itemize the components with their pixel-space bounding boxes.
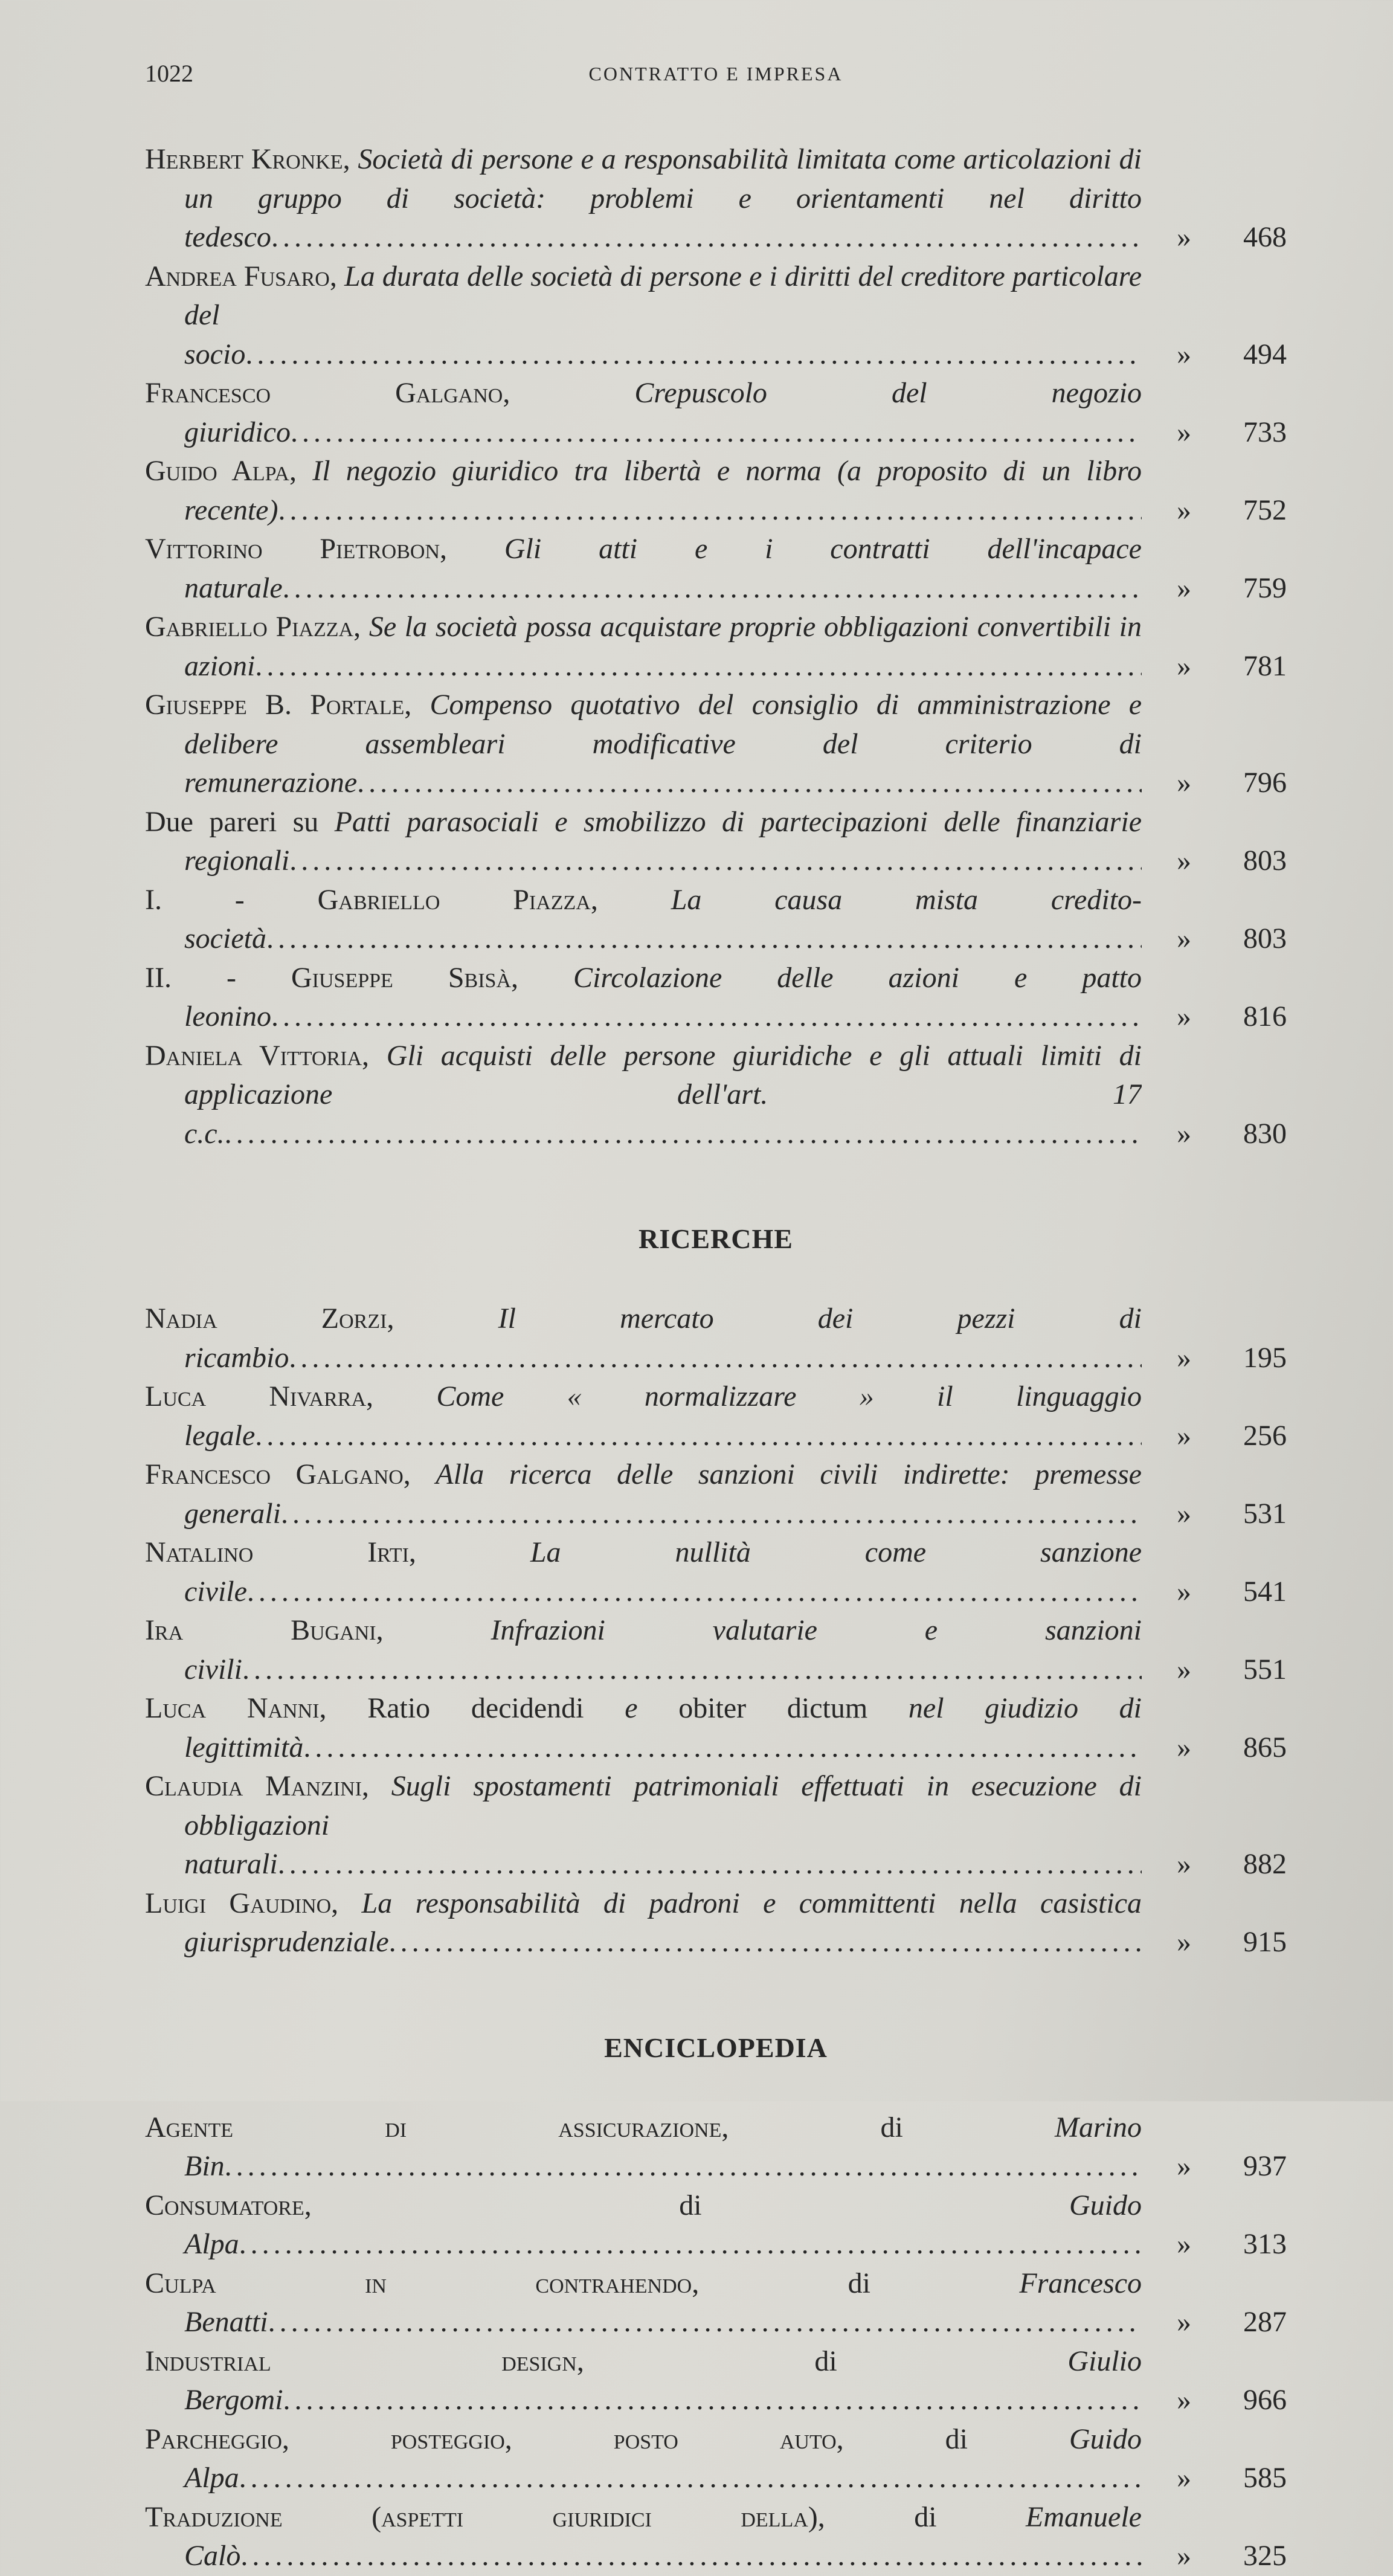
entry-author: Giuseppe B. Portale,: [145, 689, 430, 721]
entry-page-number: 195: [1243, 1341, 1287, 1374]
entry-page-number: 759: [1243, 572, 1287, 604]
toc-entry: [145, 2498, 1287, 2576]
toc-entry: [145, 140, 1287, 257]
entry-title: nel giudizio di legittimità: [184, 1692, 1142, 1763]
entry-text-roman: , di: [304, 2189, 1069, 2221]
toc-list: [145, 2108, 1287, 2576]
ditto-mark: »: [1177, 2150, 1191, 2182]
entry-author: Guido Alpa,: [145, 455, 313, 487]
page-number: 1022: [145, 60, 193, 87]
ditto-mark: »: [1177, 494, 1191, 526]
entry-author: Luca Nivarra,: [145, 1380, 437, 1412]
entry-title: Guido Alpa: [184, 2423, 1142, 2494]
entry-author: Agente di assicurazione: [145, 2111, 722, 2143]
entry-page-number: 287: [1243, 2306, 1287, 2338]
entry-author: Nadia Zorzi,: [145, 1302, 498, 1335]
table-of-contents: [145, 140, 1287, 2576]
entry-title: Circolazione delle azioni e patto leonino: [184, 961, 1142, 1032]
ditto-mark: »: [1177, 1117, 1191, 1150]
toc-entry: [145, 1455, 1287, 1533]
entry-title: Compenso quotativo del consiglio di amministrazione e delibere assembleari modificative del criterio di remunerazione: [184, 689, 1142, 799]
entry-page-number: 882: [1243, 1848, 1287, 1880]
ditto-mark: »: [1177, 338, 1191, 370]
toc-entry: [145, 881, 1287, 959]
ditto-mark: »: [1177, 649, 1191, 682]
entry-title: Crepuscolo del negozio giuridico: [184, 377, 1142, 448]
entry-author: Industrial design: [145, 2345, 577, 2377]
entry-title: Se la società possa acquistare proprie obbligazioni convertibili in azioni: [184, 611, 1142, 682]
toc-list: [145, 1299, 1287, 1962]
entry-page-number: 752: [1243, 494, 1287, 526]
entry-page-number: 915: [1243, 1926, 1287, 1958]
entry-page-number: 313: [1243, 2228, 1287, 2260]
entry-text-roman: obiter dictum: [678, 1692, 909, 1724]
entry-title: Patti parasociali e smobilizzo di partecipazioni delle finanziarie regionali: [184, 805, 1142, 877]
entry-text: [145, 1767, 1142, 1884]
section-enciclopedia: [145, 2030, 1287, 2576]
toc-list: [145, 140, 1287, 1153]
entry-page-number: 816: [1243, 1000, 1287, 1032]
entry-text: [145, 2264, 1142, 2342]
entry-title: Sugli spostamenti patrimoniali effettuati in esecuzione di obbligazioni naturali: [184, 1770, 1142, 1880]
entry-title: Alla ricerca delle sanzioni civili indirette: premesse generali: [184, 1458, 1142, 1530]
entry-title: Giulio Bergomi: [184, 2345, 1142, 2416]
entry-author: Andrea Fusaro,: [145, 260, 344, 292]
entry-text: [145, 2498, 1142, 2576]
entry-author: Ira Bugani,: [145, 1614, 491, 1646]
entry-text-roman: Ratio decidendi: [367, 1692, 625, 1724]
section-title: ENCICLOPEDIA: [604, 2032, 828, 2063]
toc-entry: [145, 2264, 1287, 2342]
entry-author: Natalino Irti,: [145, 1536, 530, 1568]
toc-entry: [145, 1884, 1287, 1962]
ditto-mark: »: [1177, 1000, 1191, 1032]
entry-text: [145, 257, 1142, 375]
entry-text: [145, 140, 1142, 257]
entry-text: [145, 1689, 1142, 1767]
entry-author: Claudia Manzini,: [145, 1770, 391, 1802]
entry-author: Vittorino Pietrobon,: [145, 533, 504, 565]
entry-page-number: 781: [1243, 649, 1287, 682]
ditto-mark: »: [1177, 572, 1191, 604]
toc-entry: [145, 257, 1287, 375]
entry-author: Traduzione (aspetti giuridici della): [145, 2500, 818, 2533]
entry-text: [145, 959, 1142, 1037]
toc-entry: [145, 2342, 1287, 2420]
entry-author: Gabriello Piazza,: [317, 883, 671, 916]
entry-text: [145, 1455, 1142, 1533]
entry-page-number: 585: [1243, 2462, 1287, 2494]
entry-text-roman: , di: [836, 2423, 1069, 2455]
ditto-mark: »: [1177, 1575, 1191, 1608]
section-title: RICERCHE: [639, 1223, 793, 1254]
entry-title: Emanuele Calò: [184, 2500, 1142, 2572]
entry-author: Daniela Vittoria,: [145, 1039, 387, 1072]
entry-text: [145, 881, 1142, 959]
entry-title: Società di persone e a responsabilità limitata come articolazioni di un gruppo di società: problemi e orientamenti nel diritto tedesco: [184, 143, 1142, 253]
entry-title: Il mercato dei pezzi di ricambio: [184, 1302, 1142, 1374]
entry-text-roman: , di: [692, 2267, 1020, 2299]
toc-entry: [145, 530, 1287, 608]
entry-author: Luigi Gaudino,: [145, 1887, 362, 1919]
toc-entry: [145, 608, 1287, 686]
entry-title: Il negozio giuridico tra libertà e norma (a proposito di un libro recente): [184, 455, 1142, 526]
running-head: [145, 59, 1287, 95]
entry-page-number: 541: [1243, 1575, 1287, 1608]
entry-text: [145, 1377, 1142, 1455]
toc-entry: [145, 1767, 1287, 1884]
ditto-mark: »: [1177, 2306, 1191, 2338]
entry-title: Francesco Benatti: [184, 2267, 1142, 2338]
toc-entry: [145, 1377, 1287, 1455]
entry-text: [145, 608, 1142, 686]
entry-page-number: 796: [1243, 767, 1287, 799]
toc-entry: [145, 959, 1287, 1037]
entry-page-number: 551: [1243, 1653, 1287, 1686]
ditto-mark: »: [1177, 767, 1191, 799]
entry-page-number: 494: [1243, 338, 1287, 370]
entry-title: Guido Alpa: [184, 2189, 1142, 2260]
ditto-mark: »: [1177, 1731, 1191, 1763]
entry-text: [145, 1884, 1142, 1962]
ditto-mark: »: [1177, 2384, 1191, 2416]
toc-entry: [145, 1299, 1287, 1377]
ditto-mark: »: [1177, 845, 1191, 877]
journal-title: CONTRATTO E IMPRESA: [588, 63, 843, 85]
entry-title: Marino Bin: [184, 2111, 1142, 2182]
entry-text: [145, 530, 1142, 608]
entry-text: [145, 1299, 1142, 1377]
toc-entry: [145, 1533, 1287, 1611]
entry-text: [145, 2420, 1142, 2498]
entry-author: Francesco Galgano,: [145, 1458, 436, 1490]
ditto-mark: »: [1177, 1653, 1191, 1686]
entry-page-number: 256: [1243, 1419, 1287, 1452]
entry-text-roman: , di: [721, 2111, 1055, 2143]
entry-text-roman: II. -: [145, 961, 292, 994]
entry-page-number: 733: [1243, 416, 1287, 448]
entry-text: [145, 1611, 1142, 1689]
entry-author: Gabriello Piazza,: [145, 611, 369, 643]
entry-text: [145, 452, 1142, 530]
entry-page-number: 803: [1243, 923, 1287, 955]
entry-text: [145, 803, 1142, 881]
toc-entry: [145, 1611, 1287, 1689]
entry-author: Culpa in contrahendo: [145, 2267, 692, 2299]
entry-text: [145, 374, 1142, 452]
entry-title: Gli atti e i contratti dell'incapace naturale: [184, 533, 1142, 604]
entry-author: Herbert Kronke,: [145, 143, 358, 175]
toc-entry: [145, 452, 1287, 530]
entry-page-number: 865: [1243, 1731, 1287, 1763]
entry-text: [145, 2342, 1142, 2420]
entry-author: Francesco Galgano,: [145, 377, 635, 409]
ditto-mark: »: [1177, 1848, 1191, 1880]
toc-entry: [145, 2186, 1287, 2264]
entry-page-number: 531: [1243, 1497, 1287, 1530]
section-saggi-continued: [145, 140, 1287, 1153]
entry-title: e: [625, 1692, 679, 1724]
ditto-mark: »: [1177, 1926, 1191, 1958]
entry-author: Consumatore: [145, 2189, 304, 2221]
ditto-mark: »: [1177, 2228, 1191, 2260]
entry-text: [145, 686, 1142, 803]
entry-text: [145, 2108, 1142, 2186]
entry-text-roman: , di: [576, 2345, 1068, 2377]
entry-page-number: 325: [1243, 2540, 1287, 2572]
ditto-mark: »: [1177, 2462, 1191, 2494]
toc-entry: [145, 2420, 1287, 2498]
entry-text: [145, 1533, 1142, 1611]
entry-title: Come « normalizzare » il linguaggio legale: [184, 1380, 1142, 1452]
entry-title: Gli acquisti delle persone giuridiche e gli attuali limiti di applicazione dell'art. 17 c.c.: [184, 1039, 1142, 1150]
toc-entry: [145, 2108, 1287, 2186]
entry-page-number: 468: [1243, 221, 1287, 253]
toc-entry: [145, 374, 1287, 452]
entry-page-number: 830: [1243, 1117, 1287, 1150]
entry-title: La responsabilità di padroni e committenti nella casistica giurisprudenziale: [184, 1887, 1142, 1958]
ditto-mark: »: [1177, 1497, 1191, 1530]
entry-text-roman: , di: [817, 2500, 1026, 2533]
toc-entry: [145, 686, 1287, 803]
toc-entry: [145, 1689, 1287, 1767]
toc-entry: [145, 1037, 1287, 1154]
ditto-mark: »: [1177, 923, 1191, 955]
entry-title: La durata delle società di persone e i diritti del creditore particolare del socio: [184, 260, 1142, 370]
entry-title: La causa mista credito-società: [184, 883, 1142, 955]
ditto-mark: »: [1177, 221, 1191, 253]
entry-title: Infrazioni valutarie e sanzioni civili: [184, 1614, 1142, 1686]
ditto-mark: »: [1177, 416, 1191, 448]
entry-page-number: 966: [1243, 2384, 1287, 2416]
entry-text: [145, 2186, 1142, 2264]
entry-page-number: 937: [1243, 2150, 1287, 2182]
toc-entry: [145, 803, 1287, 881]
section-ricerche: [145, 1221, 1287, 1962]
ditto-mark: »: [1177, 2540, 1191, 2572]
entry-author: Giuseppe Sbisà,: [291, 961, 574, 994]
entry-text: [145, 1037, 1142, 1154]
entry-text-roman: Due pareri su: [145, 805, 335, 838]
entry-page-number: 803: [1243, 845, 1287, 877]
ditto-mark: »: [1177, 1419, 1191, 1452]
entry-author: Parcheggio, posteggio, posto auto: [145, 2423, 837, 2455]
entry-author: Luca Nanni,: [145, 1692, 368, 1724]
entry-title: La nullità come sanzione civile: [184, 1536, 1142, 1608]
entry-text-roman: I. -: [145, 883, 318, 916]
ditto-mark: »: [1177, 1341, 1191, 1374]
